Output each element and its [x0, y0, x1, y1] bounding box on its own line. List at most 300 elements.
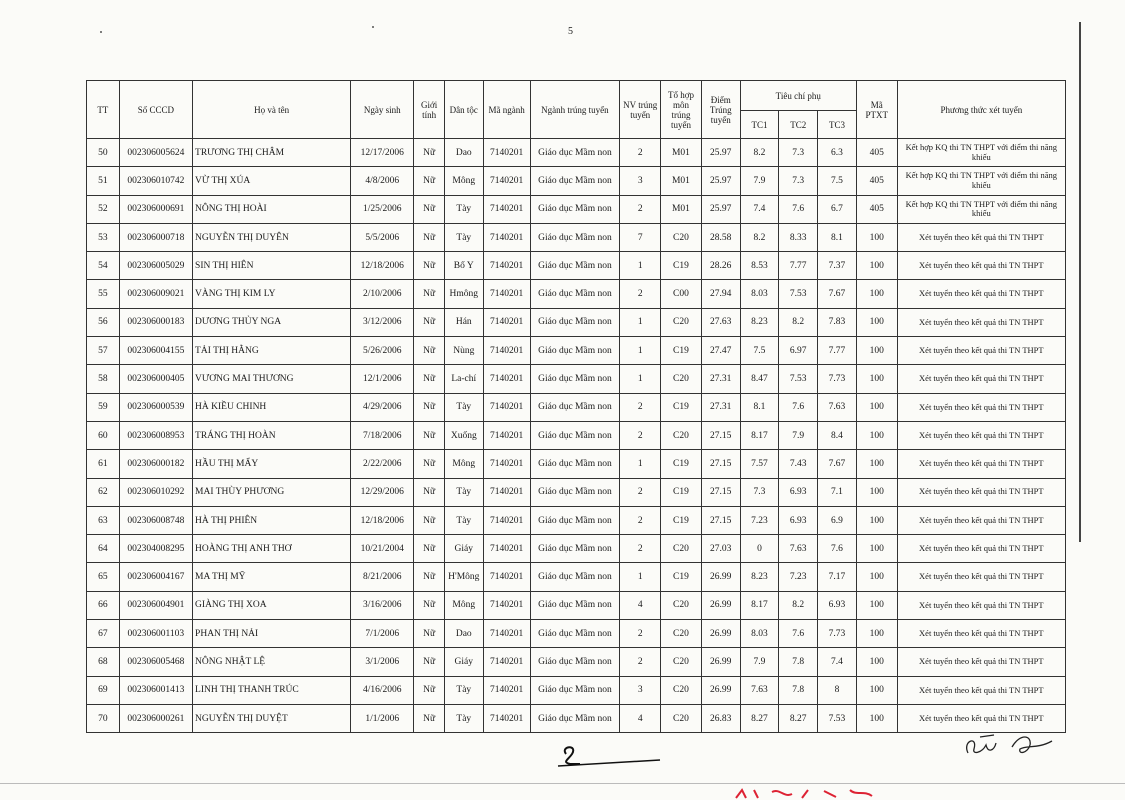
cell-tc1: 7.4 [740, 195, 779, 223]
cell-ethnic: Dao [444, 139, 483, 167]
cell-cccd: 002306010742 [119, 167, 192, 195]
cell-dob: 4/16/2006 [351, 676, 414, 704]
cell-ptxt: 100 [856, 337, 897, 365]
cell-tc1: 8.17 [740, 421, 779, 449]
table-row [87, 337, 1066, 365]
cell-method: Xét tuyển theo kết quả thi TN THPT [897, 676, 1065, 704]
cell-major-code: 7140201 [483, 139, 530, 167]
cell-name: GIÀNG THỊ XOA [193, 591, 351, 619]
cell-ethnic: La-chí [444, 365, 483, 393]
cell-gender: Nữ [414, 365, 445, 393]
cell-nv: 2 [620, 620, 661, 648]
cell-ptxt: 100 [856, 648, 897, 676]
cell-gender: Nữ [414, 620, 445, 648]
cell-tc1: 0 [740, 535, 779, 563]
cell-method: Xét tuyển theo kết quả thi TN THPT [897, 535, 1065, 563]
cell-tc3: 7.83 [818, 308, 857, 336]
cell-ptxt: 100 [856, 252, 897, 280]
cell-major-code: 7140201 [483, 167, 530, 195]
cell-combo: C20 [661, 591, 702, 619]
table-row [87, 167, 1066, 195]
cell-tt: 69 [87, 676, 120, 704]
cell-score: 27.63 [701, 308, 740, 336]
cell-tc2: 7.9 [779, 421, 818, 449]
cell-tt: 68 [87, 648, 120, 676]
cell-tt: 56 [87, 308, 120, 336]
table-row [87, 648, 1066, 676]
cell-method: Kết hợp KQ thi TN THPT với điểm thi năng khiếu [897, 139, 1065, 167]
cell-name: VỪ THỊ XÚA [193, 167, 351, 195]
cell-cccd: 002306000405 [119, 365, 192, 393]
cell-major: Giáo dục Mầm non [530, 704, 620, 732]
cell-dob: 3/1/2006 [351, 648, 414, 676]
cell-major: Giáo dục Mầm non [530, 223, 620, 251]
cell-ethnic: Tày [444, 478, 483, 506]
header-tt: TT [87, 81, 120, 139]
cell-combo: C19 [661, 337, 702, 365]
cell-method: Xét tuyển theo kết quả thi TN THPT [897, 563, 1065, 591]
cell-tc2: 7.63 [779, 535, 818, 563]
cell-major: Giáo dục Mầm non [530, 393, 620, 421]
cell-tc1: 7.63 [740, 676, 779, 704]
cell-tc2: 7.53 [779, 365, 818, 393]
cell-tt: 64 [87, 535, 120, 563]
cell-score: 27.47 [701, 337, 740, 365]
cell-combo: C19 [661, 563, 702, 591]
table-row [87, 421, 1066, 449]
cell-tc1: 8.03 [740, 280, 779, 308]
cell-major: Giáo dục Mầm non [530, 591, 620, 619]
cell-ptxt: 100 [856, 535, 897, 563]
cell-tc3: 7.67 [818, 450, 857, 478]
cell-nv: 2 [620, 139, 661, 167]
cell-tc2: 8.2 [779, 591, 818, 619]
cell-tc1: 8.47 [740, 365, 779, 393]
cell-tc2: 8.33 [779, 223, 818, 251]
cell-major-code: 7140201 [483, 365, 530, 393]
cell-combo: C19 [661, 252, 702, 280]
cell-tc2: 7.53 [779, 280, 818, 308]
cell-tt: 60 [87, 421, 120, 449]
cell-tc1: 8.1 [740, 393, 779, 421]
cell-tt: 58 [87, 365, 120, 393]
header-major: Ngành trúng tuyển [530, 81, 620, 139]
cell-cccd: 002306000182 [119, 450, 192, 478]
cell-major-code: 7140201 [483, 252, 530, 280]
cell-tt: 66 [87, 591, 120, 619]
cell-tc3: 7.67 [818, 280, 857, 308]
cell-name: HÀ THỊ PHIÊN [193, 506, 351, 534]
cell-major-code: 7140201 [483, 280, 530, 308]
cell-cccd: 002306001103 [119, 620, 192, 648]
cell-tc2: 8.2 [779, 308, 818, 336]
cell-gender: Nữ [414, 252, 445, 280]
cell-cccd: 002306009021 [119, 280, 192, 308]
cell-tt: 50 [87, 139, 120, 167]
cell-tc3: 7.5 [818, 167, 857, 195]
cell-combo: C20 [661, 620, 702, 648]
cell-ptxt: 405 [856, 167, 897, 195]
table-row [87, 393, 1066, 421]
cell-major-code: 7140201 [483, 535, 530, 563]
cell-gender: Nữ [414, 450, 445, 478]
cell-ptxt: 100 [856, 450, 897, 478]
cell-major-code: 7140201 [483, 195, 530, 223]
cell-method: Xét tuyển theo kết quả thi TN THPT [897, 421, 1065, 449]
cell-nv: 1 [620, 563, 661, 591]
cell-tc3: 8 [818, 676, 857, 704]
cell-tc1: 8.53 [740, 252, 779, 280]
scan-edge-line [1079, 22, 1081, 542]
cell-major-code: 7140201 [483, 450, 530, 478]
cell-tt: 55 [87, 280, 120, 308]
header-score: Điểm Trúng tuyển [701, 81, 740, 139]
table-row [87, 478, 1066, 506]
cell-nv: 2 [620, 280, 661, 308]
table-row [87, 506, 1066, 534]
cell-cccd: 002306005624 [119, 139, 192, 167]
cell-tc3: 8.1 [818, 223, 857, 251]
cell-tc2: 7.8 [779, 676, 818, 704]
table-row [87, 223, 1066, 251]
cell-tc3: 6.3 [818, 139, 857, 167]
cell-name: MA THỊ MỸ [193, 563, 351, 591]
table-body [87, 139, 1066, 733]
cell-score: 26.99 [701, 648, 740, 676]
scan-speck [372, 26, 374, 28]
cell-combo: C19 [661, 393, 702, 421]
cell-ethnic: Dao [444, 620, 483, 648]
cell-combo: C20 [661, 535, 702, 563]
cell-nv: 2 [620, 421, 661, 449]
cell-score: 27.15 [701, 450, 740, 478]
cell-dob: 12/29/2006 [351, 478, 414, 506]
cell-tt: 57 [87, 337, 120, 365]
cell-tc2: 7.3 [779, 139, 818, 167]
cell-tc3: 7.1 [818, 478, 857, 506]
cell-cccd: 002306010292 [119, 478, 192, 506]
cell-major-code: 7140201 [483, 506, 530, 534]
cell-ethnic: Tày [444, 704, 483, 732]
cell-tt: 65 [87, 563, 120, 591]
table-row [87, 620, 1066, 648]
cell-dob: 12/18/2006 [351, 506, 414, 534]
cell-gender: Nữ [414, 506, 445, 534]
cell-cccd: 002306008748 [119, 506, 192, 534]
cell-method: Xét tuyển theo kết quả thi TN THPT [897, 704, 1065, 732]
cell-ethnic: Tày [444, 676, 483, 704]
cell-method: Xét tuyển theo kết quả thi TN THPT [897, 252, 1065, 280]
cell-dob: 2/22/2006 [351, 450, 414, 478]
cell-nv: 1 [620, 252, 661, 280]
cell-tc3: 7.4 [818, 648, 857, 676]
cell-ethnic: Tày [444, 223, 483, 251]
cell-major: Giáo dục Mầm non [530, 478, 620, 506]
cell-dob: 5/26/2006 [351, 337, 414, 365]
cell-tc2: 6.97 [779, 337, 818, 365]
table-row [87, 365, 1066, 393]
cell-nv: 3 [620, 167, 661, 195]
cell-name: HẦU THỊ MẨY [193, 450, 351, 478]
cell-name: MAI THÙY PHƯƠNG [193, 478, 351, 506]
cell-method: Xét tuyển theo kết quả thi TN THPT [897, 308, 1065, 336]
cell-name: TRÁNG THỊ HOÀN [193, 421, 351, 449]
cell-major: Giáo dục Mầm non [530, 450, 620, 478]
cell-combo: M01 [661, 139, 702, 167]
cell-tc2: 7.8 [779, 648, 818, 676]
cell-dob: 5/5/2006 [351, 223, 414, 251]
cell-combo: C19 [661, 478, 702, 506]
cell-dob: 4/29/2006 [351, 393, 414, 421]
cell-method: Xét tuyển theo kết quả thi TN THPT [897, 591, 1065, 619]
cell-dob: 12/17/2006 [351, 139, 414, 167]
cell-cccd: 002306000261 [119, 704, 192, 732]
cell-tt: 59 [87, 393, 120, 421]
cell-nv: 2 [620, 535, 661, 563]
cell-method: Xét tuyển theo kết quả thi TN THPT [897, 506, 1065, 534]
cell-major: Giáo dục Mầm non [530, 563, 620, 591]
cell-cccd: 002306004167 [119, 563, 192, 591]
cell-major: Giáo dục Mầm non [530, 506, 620, 534]
cell-cccd: 002306000539 [119, 393, 192, 421]
cell-nv: 4 [620, 591, 661, 619]
cell-name: HÀ KIỀU CHINH [193, 393, 351, 421]
cell-ptxt: 100 [856, 393, 897, 421]
cell-tc3: 6.9 [818, 506, 857, 534]
cell-cccd: 002306000691 [119, 195, 192, 223]
cell-dob: 7/18/2006 [351, 421, 414, 449]
admission-results-table [86, 80, 1066, 733]
cell-major: Giáo dục Mầm non [530, 365, 620, 393]
cell-score: 25.97 [701, 195, 740, 223]
cell-nv: 1 [620, 365, 661, 393]
cell-cccd: 002306000183 [119, 308, 192, 336]
cell-major-code: 7140201 [483, 478, 530, 506]
cell-dob: 12/1/2006 [351, 365, 414, 393]
cell-ethnic: Mông [444, 167, 483, 195]
cell-major-code: 7140201 [483, 223, 530, 251]
cell-tc3: 7.73 [818, 620, 857, 648]
cell-ethnic: Hmông [444, 280, 483, 308]
cell-score: 26.99 [701, 563, 740, 591]
cell-score: 25.97 [701, 139, 740, 167]
cell-method: Xét tuyển theo kết quả thi TN THPT [897, 223, 1065, 251]
header-tc3: TC3 [818, 111, 857, 139]
cell-method: Xét tuyển theo kết quả thi TN THPT [897, 337, 1065, 365]
cell-nv: 1 [620, 450, 661, 478]
cell-ethnic: Mông [444, 450, 483, 478]
cell-major-code: 7140201 [483, 648, 530, 676]
cell-ptxt: 100 [856, 506, 897, 534]
cell-dob: 12/18/2006 [351, 252, 414, 280]
cell-tc1: 7.9 [740, 167, 779, 195]
footer-line [0, 783, 1125, 784]
cell-name: TẢI THỊ HẰNG [193, 337, 351, 365]
cell-combo: C19 [661, 506, 702, 534]
cell-score: 25.97 [701, 167, 740, 195]
cell-ptxt: 100 [856, 421, 897, 449]
cell-cccd: 002306004901 [119, 591, 192, 619]
cell-name: VƯƠNG MAI THƯƠNG [193, 365, 351, 393]
cell-score: 27.31 [701, 393, 740, 421]
cell-score: 26.99 [701, 676, 740, 704]
cell-gender: Nữ [414, 563, 445, 591]
cell-dob: 3/12/2006 [351, 308, 414, 336]
cell-name: NÔNG NHẬT LỆ [193, 648, 351, 676]
cell-score: 27.15 [701, 421, 740, 449]
cell-major-code: 7140201 [483, 337, 530, 365]
cell-tc2: 6.93 [779, 506, 818, 534]
cell-ethnic: Nùng [444, 337, 483, 365]
cell-tc2: 7.43 [779, 450, 818, 478]
cell-tc1: 7.23 [740, 506, 779, 534]
cell-score: 27.15 [701, 506, 740, 534]
cell-nv: 2 [620, 393, 661, 421]
cell-combo: C20 [661, 223, 702, 251]
cell-gender: Nữ [414, 421, 445, 449]
cell-dob: 4/8/2006 [351, 167, 414, 195]
cell-major: Giáo dục Mầm non [530, 139, 620, 167]
cell-nv: 1 [620, 337, 661, 365]
cell-name: NGUYỄN THỊ DUYÊN [193, 223, 351, 251]
cell-gender: Nữ [414, 337, 445, 365]
cell-tc2: 8.27 [779, 704, 818, 732]
cell-tc3: 6.93 [818, 591, 857, 619]
cell-score: 26.83 [701, 704, 740, 732]
header-tc2: TC2 [779, 111, 818, 139]
cell-gender: Nữ [414, 393, 445, 421]
cell-ptxt: 100 [856, 676, 897, 704]
cell-tc1: 7.5 [740, 337, 779, 365]
cell-ptxt: 100 [856, 478, 897, 506]
cell-tc3: 7.37 [818, 252, 857, 280]
cell-method: Xét tuyển theo kết quả thi TN THPT [897, 620, 1065, 648]
cell-name: VÀNG THỊ KIM LY [193, 280, 351, 308]
cell-major: Giáo dục Mầm non [530, 337, 620, 365]
cell-gender: Nữ [414, 280, 445, 308]
cell-tc1: 8.2 [740, 223, 779, 251]
cell-tc1: 7.9 [740, 648, 779, 676]
cell-dob: 1/25/2006 [351, 195, 414, 223]
cell-score: 26.99 [701, 591, 740, 619]
cell-tc3: 7.17 [818, 563, 857, 591]
cell-tc3: 7.53 [818, 704, 857, 732]
cell-major-code: 7140201 [483, 620, 530, 648]
cell-ptxt: 100 [856, 365, 897, 393]
cell-tc2: 7.6 [779, 195, 818, 223]
cell-major-code: 7140201 [483, 308, 530, 336]
cell-major-code: 7140201 [483, 704, 530, 732]
cell-ptxt: 405 [856, 195, 897, 223]
cell-ethnic: Xuống [444, 421, 483, 449]
cell-major-code: 7140201 [483, 563, 530, 591]
header-major-code: Mã ngành [483, 81, 530, 139]
cell-tc1: 7.57 [740, 450, 779, 478]
cell-major: Giáo dục Mầm non [530, 620, 620, 648]
cell-score: 26.99 [701, 620, 740, 648]
cell-tc2: 7.6 [779, 620, 818, 648]
cell-tt: 52 [87, 195, 120, 223]
table-row [87, 535, 1066, 563]
cell-name: PHAN THỊ NẢI [193, 620, 351, 648]
cell-method: Xét tuyển theo kết quả thi TN THPT [897, 648, 1065, 676]
cell-ethnic: Giáy [444, 648, 483, 676]
header-cccd: Số CCCD [119, 81, 192, 139]
cell-dob: 7/1/2006 [351, 620, 414, 648]
header-ptxt: Mã PTXT [856, 81, 897, 139]
header-full-name: Họ và tên [193, 81, 351, 139]
cell-combo: C00 [661, 280, 702, 308]
cell-combo: M01 [661, 195, 702, 223]
cell-nv: 2 [620, 195, 661, 223]
cell-method: Xét tuyển theo kết quả thi TN THPT [897, 478, 1065, 506]
cell-major: Giáo dục Mầm non [530, 167, 620, 195]
cell-tt: 70 [87, 704, 120, 732]
cell-score: 27.03 [701, 535, 740, 563]
cell-tc1: 8.2 [740, 139, 779, 167]
cell-tc1: 7.3 [740, 478, 779, 506]
cell-tc2: 7.77 [779, 252, 818, 280]
cell-major-code: 7140201 [483, 676, 530, 704]
cell-combo: C20 [661, 308, 702, 336]
cell-gender: Nữ [414, 676, 445, 704]
cell-gender: Nữ [414, 223, 445, 251]
cell-nv: 4 [620, 704, 661, 732]
cell-method: Xét tuyển theo kết quả thi TN THPT [897, 280, 1065, 308]
cell-tt: 62 [87, 478, 120, 506]
cell-gender: Nữ [414, 139, 445, 167]
cell-dob: 2/10/2006 [351, 280, 414, 308]
scan-speck [100, 31, 102, 33]
cell-nv: 2 [620, 506, 661, 534]
cell-method: Kết hợp KQ thi TN THPT với điểm thi năng khiếu [897, 167, 1065, 195]
cell-tc2: 6.93 [779, 478, 818, 506]
header-tc1: TC1 [740, 111, 779, 139]
cell-gender: Nữ [414, 535, 445, 563]
table-row [87, 676, 1066, 704]
cell-cccd: 002304008295 [119, 535, 192, 563]
table-row [87, 704, 1066, 732]
cell-nv: 2 [620, 648, 661, 676]
header-subject-combo: Tổ hợp môn trúng tuyển [661, 81, 702, 139]
cell-combo: C20 [661, 365, 702, 393]
cell-nv: 1 [620, 308, 661, 336]
cell-major-code: 7140201 [483, 393, 530, 421]
cell-gender: Nữ [414, 308, 445, 336]
cell-method: Xét tuyển theo kết quả thi TN THPT [897, 450, 1065, 478]
header-aspiration: NV trúng tuyển [620, 81, 661, 139]
cell-major-code: 7140201 [483, 421, 530, 449]
cell-ptxt: 100 [856, 563, 897, 591]
cell-method: Xét tuyển theo kết quả thi TN THPT [897, 365, 1065, 393]
cell-tc1: 8.23 [740, 308, 779, 336]
table-row [87, 252, 1066, 280]
header-method: Phương thức xét tuyển [897, 81, 1065, 139]
cell-major: Giáo dục Mầm non [530, 252, 620, 280]
cell-method: Kết hợp KQ thi TN THPT với điểm thi năng khiếu [897, 195, 1065, 223]
cell-dob: 8/21/2006 [351, 563, 414, 591]
cell-major-code: 7140201 [483, 591, 530, 619]
page-number: 5 [568, 26, 573, 37]
cell-ethnic: Giáy [444, 535, 483, 563]
cell-dob: 3/16/2006 [351, 591, 414, 619]
cell-ethnic: Tày [444, 195, 483, 223]
cell-combo: C20 [661, 704, 702, 732]
table-row [87, 195, 1066, 223]
cell-ptxt: 405 [856, 139, 897, 167]
cell-nv: 7 [620, 223, 661, 251]
cell-ptxt: 100 [856, 620, 897, 648]
